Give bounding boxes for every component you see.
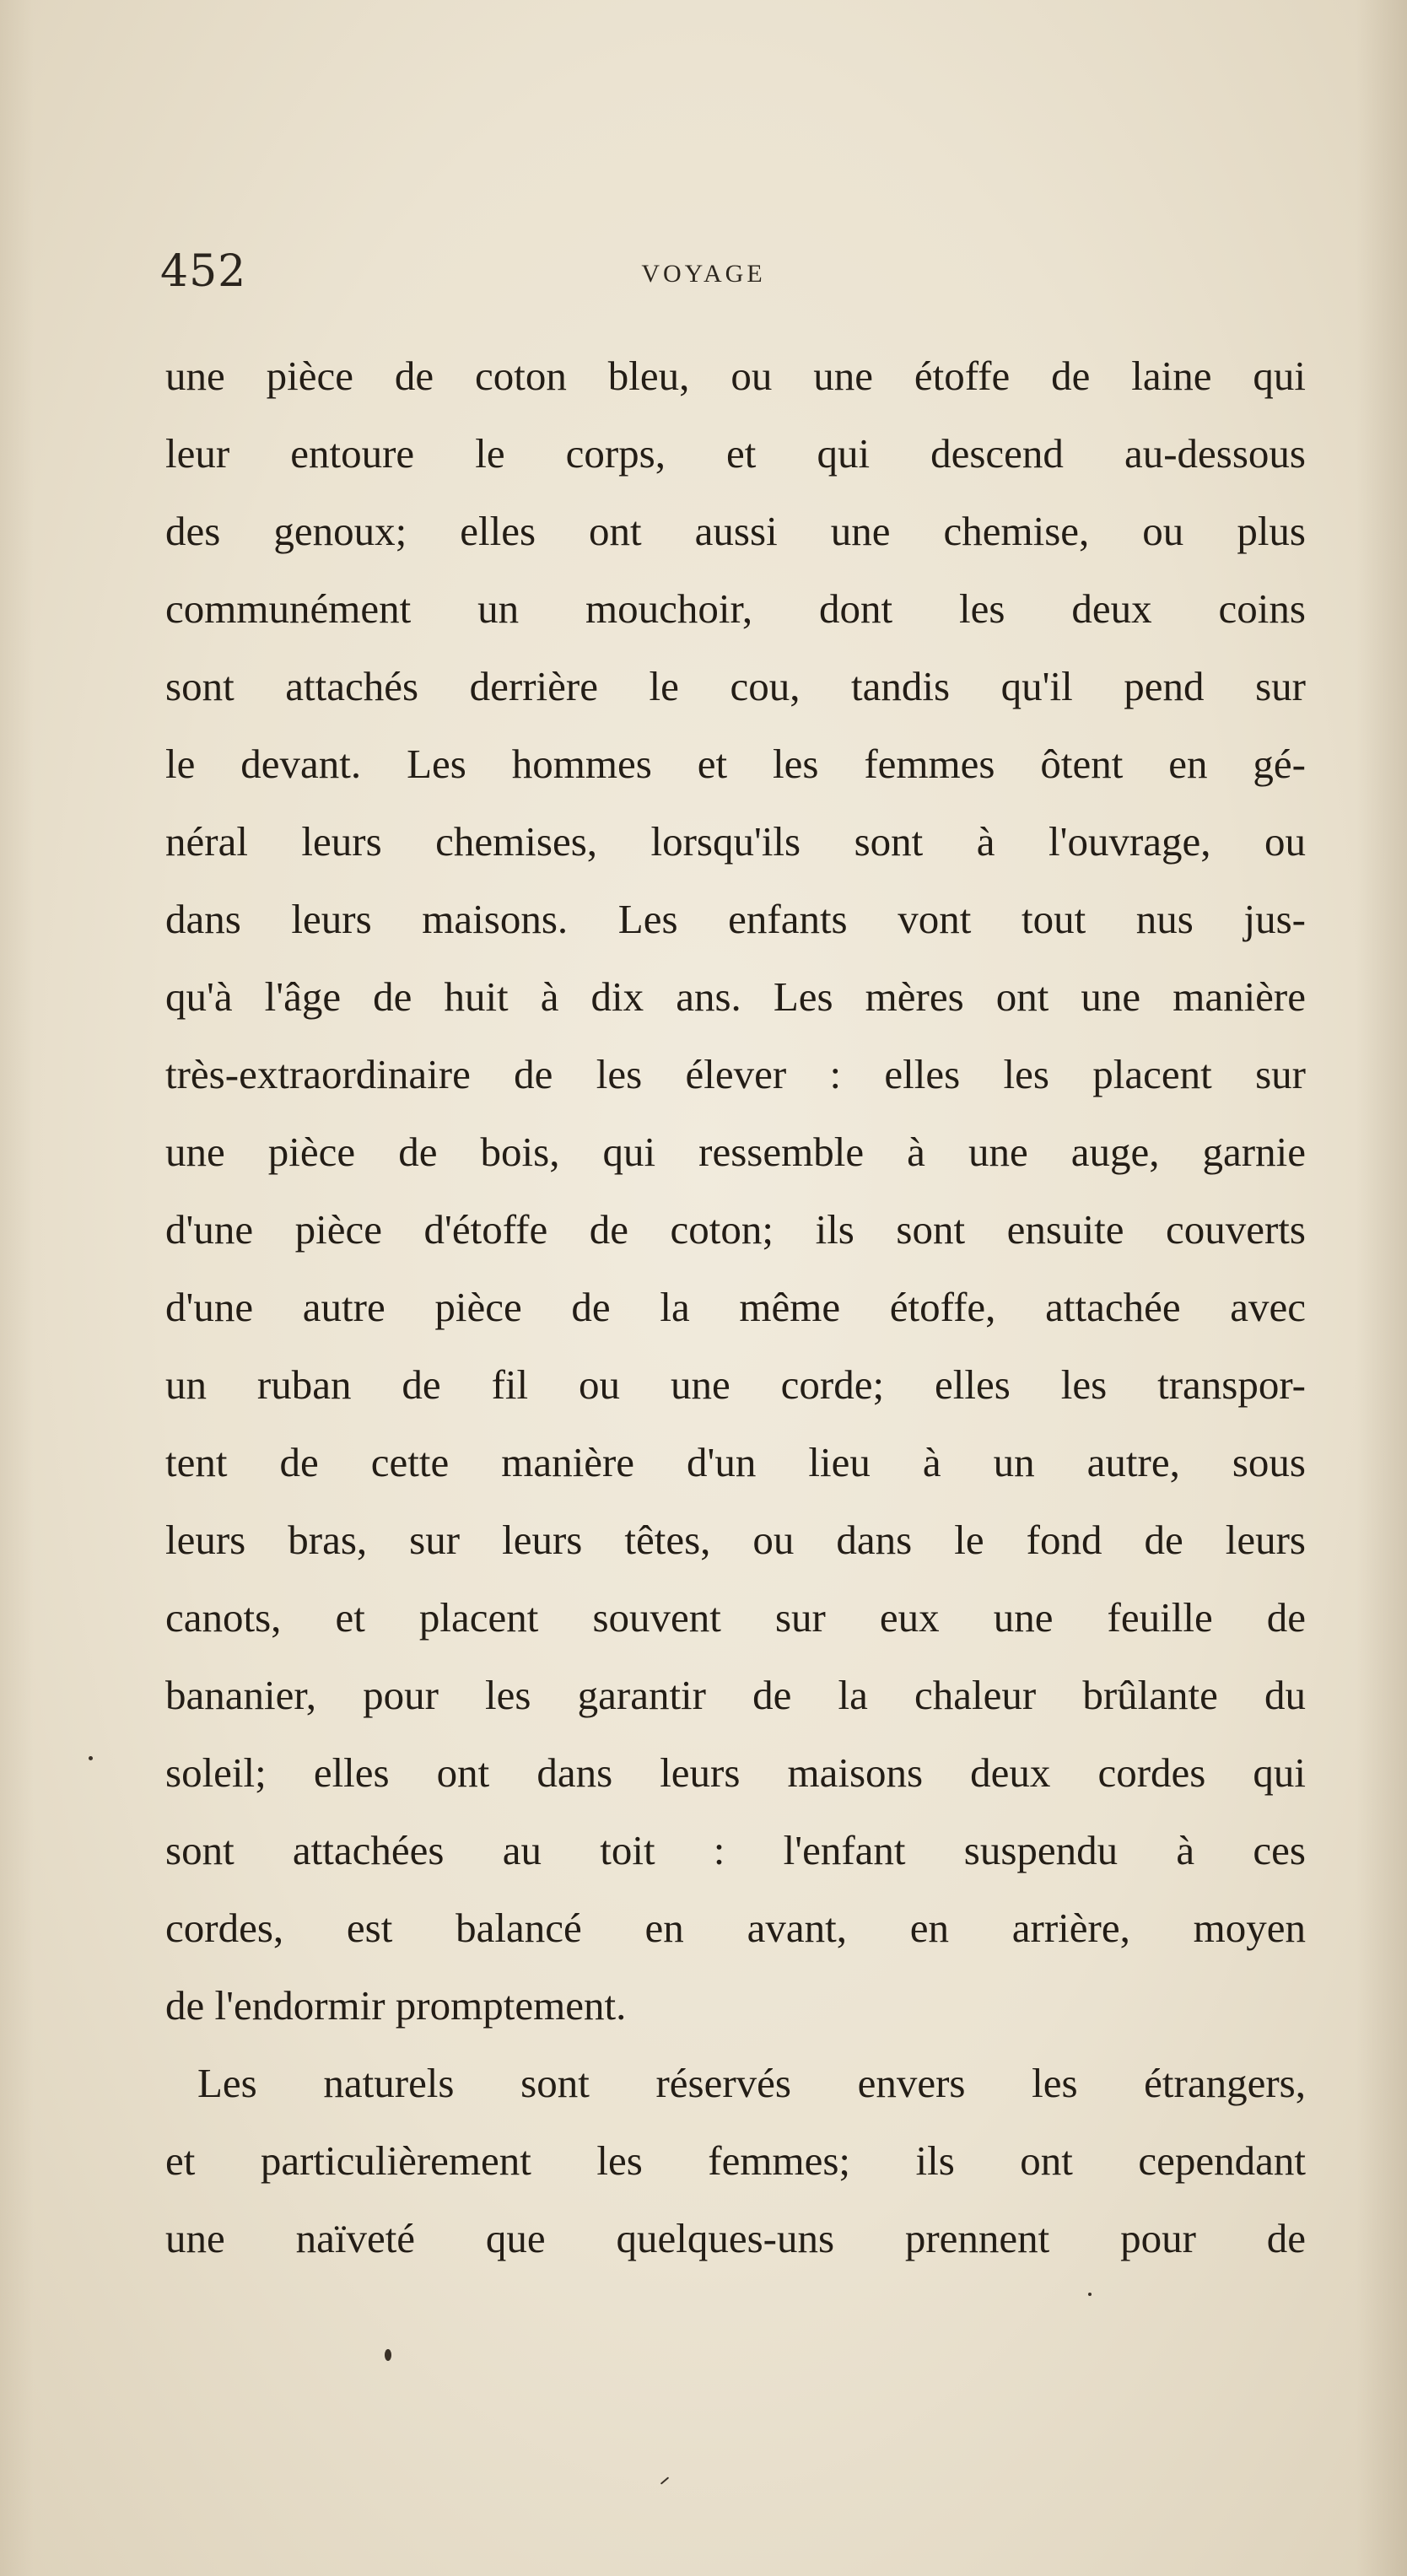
text-line: des genoux; elles ont aussi une chemise, ou plus [165,508,1306,554]
running-title: VOYAGE [641,260,766,288]
text-line: leurs bras, sur leurs têtes, ou dans le fond de leurs [165,1517,1306,1563]
text-line: d'une autre pièce de la même étoffe, attachée avec [165,1284,1306,1330]
text-line: leur entoure le corps, et qui descend au-dessous [165,430,1306,477]
text-line: une pièce de coton bleu, ou une étoffe de laine qui [165,353,1306,399]
text-line: canots, et placent souvent sur eux une feuille de [165,1594,1306,1641]
ink-speck [1088,2293,1092,2296]
text-line: sont attachées au toit : l'enfant suspendu à ces [165,1827,1306,1873]
text-line: dans leurs maisons. Les enfants vont tout nus jus- [165,896,1306,942]
body-text [165,337,1306,2277]
text-line: une naïveté que quelques-uns prennent pour de [165,2215,1306,2261]
paragraph-2 [165,2045,1306,2277]
text-line: Les naturels sont réservés envers les étrangers, [197,2060,1306,2106]
text-line: une pièce de bois, qui ressemble à une auge, garnie [165,1129,1306,1175]
page-right-edge [1356,0,1407,2576]
ink-speck [89,1756,93,1760]
text-line: soleil; elles ont dans leurs maisons deux cordes qui [165,1749,1306,1796]
text-line: tent de cette manière d'un lieu à un autre, sous [165,1439,1306,1485]
text-line: le devant. Les hommes et les femmes ôtent en gé- [165,741,1306,787]
text-line: de l'endormir promptement. [165,1982,627,2029]
text-line: communément un mouchoir, dont les deux coins [165,585,1306,632]
text-line: qu'à l'âge de huit à dix ans. Les mères ont une manière [165,973,1306,1020]
page-number: 452 [160,246,247,297]
text-line: cordes, est balancé en avant, en arrière, moyen [165,1905,1306,1951]
ink-speck [660,2476,669,2484]
text-line: sont attachés derrière le cou, tandis qu'il pend sur [165,663,1306,709]
text-line: et particulièrement les femmes; ils ont cependant [165,2137,1306,2184]
text-line: néral leurs chemises, lorsqu'ils sont à l'ouvrage, ou [165,818,1306,865]
paragraph-1 [165,337,1306,2045]
text-line: bananier, pour les garantir de la chaleur brûlante du [165,1672,1306,1718]
page-left-edge [0,0,34,2576]
text-line: un ruban de fil ou une corde; elles les transpor- [165,1361,1306,1408]
ink-speck [385,2349,391,2361]
text-line: très-extraordinaire de les élever : elles les placent sur [165,1051,1306,1097]
text-line: d'une pièce d'étoffe de coton; ils sont ensuite couverts [165,1206,1306,1253]
